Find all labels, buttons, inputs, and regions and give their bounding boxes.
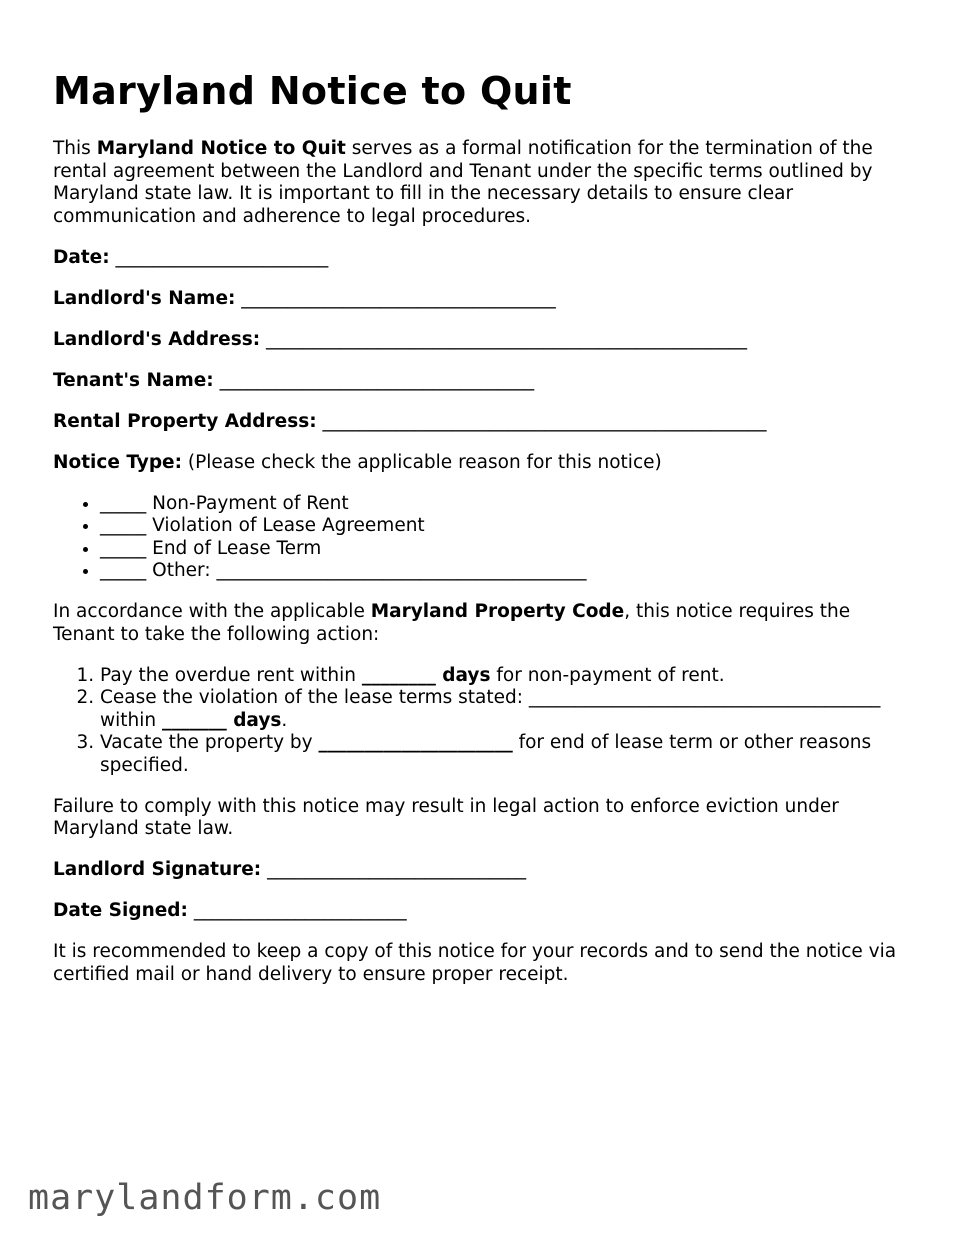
- accordance-text: In accordance with the applicable: [53, 601, 371, 622]
- action-text-rest: for non-payment of rent.: [490, 664, 725, 686]
- notice-type-heading: [53, 452, 913, 475]
- option-label: End of Lease Term: [146, 537, 322, 559]
- recommendation-paragraph: It is recommended to keep a copy of this notice for your records and to send the notice via certified mail or hand delivery to ensure proper receipt.: [53, 941, 897, 985]
- landlord-name-label: Landlord's Name:: [53, 287, 236, 309]
- action-text-rest: for end of lease term or other reasons specified.: [100, 732, 872, 776]
- notice-type-hint: (Please check the applicable reason for this notice): [182, 451, 662, 473]
- failure-paragraph: Failure to comply with this notice may result in legal action to enforce eviction under Maryland state law.: [53, 795, 839, 839]
- vacate-date-blank[interactable]: _____________________: [318, 732, 513, 753]
- notice-type-label: Notice Type:: [53, 451, 183, 473]
- date-signed-field[interactable]: [53, 900, 913, 923]
- action-text: Pay the overdue rent within: [100, 664, 362, 686]
- intro-bold: Maryland Notice to Quit: [96, 138, 346, 159]
- list-item[interactable]: [100, 493, 913, 516]
- signature-label: Landlord Signature:: [53, 859, 262, 880]
- page-title: Maryland Notice to Quit: [53, 69, 572, 113]
- option-label: Violation of Lease Agreement: [146, 515, 425, 536]
- days-blank[interactable]: _______: [162, 709, 227, 731]
- accordance-bold: Maryland Property Code: [370, 601, 625, 622]
- landlord-name-field[interactable]: [53, 288, 913, 311]
- days-blank[interactable]: ________: [361, 664, 436, 686]
- action-text: Cease the violation of the lease terms stated: ______________________________________ within: [100, 687, 881, 731]
- date-blank[interactable]: _______________________: [109, 246, 329, 268]
- list-item: [100, 665, 913, 688]
- list-item: [100, 687, 913, 732]
- notice-type-options: [53, 493, 913, 583]
- landlord-address-field[interactable]: [53, 329, 913, 352]
- rental-address-blank[interactable]: ________________________________________________: [316, 410, 767, 432]
- intro-text-rest: serves as a formal notification for the termination of the rental agreement between the Landlord and Tenant under the specific terms outlined by Maryland state law. It is important to fill in the necessary details to ensure clear communication and adherence to legal procedures.: [53, 138, 873, 227]
- signature-field[interactable]: [53, 859, 913, 882]
- accordance-paragraph: [53, 601, 913, 646]
- days-label: days: [226, 709, 282, 731]
- tenant-name-field[interactable]: [53, 370, 913, 393]
- landlord-address-label: Landlord's Address:: [53, 328, 261, 350]
- signature-blank[interactable]: ____________________________: [261, 859, 527, 880]
- accordance-text-rest: , this notice requires the Tenant to take the following action:: [53, 601, 851, 645]
- rental-address-field[interactable]: [53, 411, 913, 434]
- option-label: Other: ________________________________________: [146, 560, 587, 581]
- option-check-blank[interactable]: _____: [100, 560, 147, 581]
- required-actions-list: [53, 665, 913, 778]
- action-text-rest: .: [281, 709, 288, 731]
- option-check-blank[interactable]: _____: [100, 537, 147, 559]
- list-item[interactable]: [100, 538, 913, 561]
- date-signed-label: Date Signed:: [53, 900, 188, 921]
- tenant-name-label: Tenant's Name:: [53, 369, 214, 391]
- date-signed-blank[interactable]: _______________________: [187, 900, 407, 921]
- rental-address-label: Rental Property Address:: [53, 410, 317, 432]
- option-label: Non-Payment of Rent: [146, 492, 349, 514]
- document-page: [53, 0, 913, 986]
- landlord-name-blank[interactable]: __________________________________: [235, 287, 556, 309]
- list-item[interactable]: [100, 515, 913, 538]
- date-field[interactable]: [53, 247, 913, 270]
- list-item: [100, 732, 913, 777]
- intro-text: This: [53, 138, 97, 159]
- landlord-address-blank[interactable]: ____________________________________________________: [260, 328, 748, 350]
- date-label: Date:: [53, 246, 110, 268]
- intro-paragraph: [53, 138, 913, 228]
- days-label: days: [435, 664, 491, 686]
- watermark: marylandform.com: [28, 1178, 382, 1218]
- tenant-name-blank[interactable]: __________________________________: [213, 369, 535, 391]
- action-text: Vacate the property by: [100, 732, 319, 753]
- option-check-blank[interactable]: _____: [100, 515, 147, 536]
- list-item[interactable]: [100, 560, 913, 583]
- option-check-blank[interactable]: _____: [100, 492, 147, 514]
